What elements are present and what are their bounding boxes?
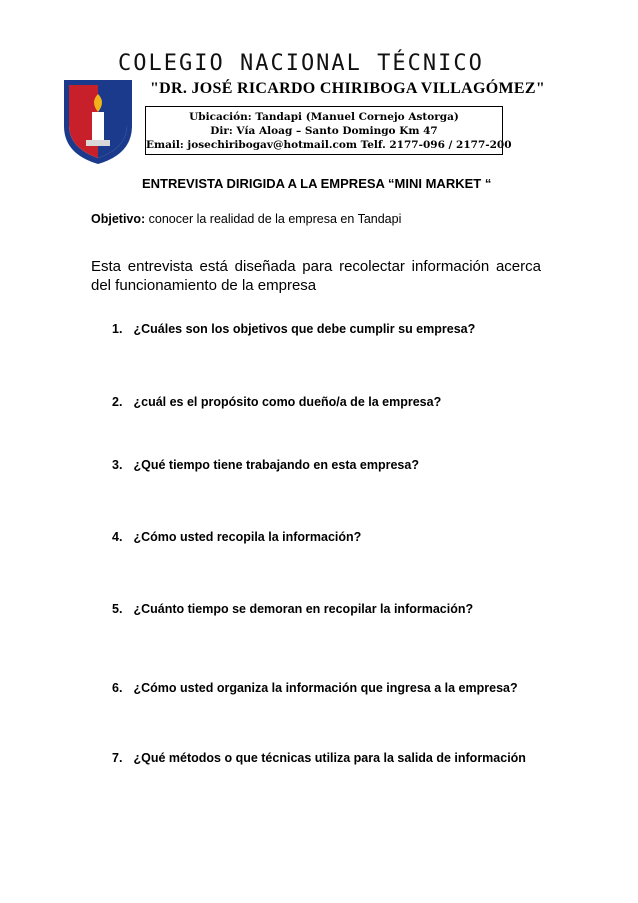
question-item <box>112 751 526 765</box>
question-number: 4. <box>112 530 123 544</box>
objective-text: conocer la realidad de la empresa en Tandapi <box>145 212 402 226</box>
school-name: COLEGIO NACIONAL TÉCNICO <box>118 51 484 76</box>
question-number: 5. <box>112 602 123 616</box>
question-text: ¿cuál es el propósito como dueño/a de la empresa? <box>133 395 442 409</box>
question-text: ¿Qué métodos o que técnicas utiliza para la salida de información <box>133 751 526 765</box>
question-item <box>112 458 419 472</box>
question-number: 2. <box>112 395 123 409</box>
objective-label: Objetivo: <box>91 212 146 226</box>
question-number: 3. <box>112 458 123 472</box>
objective <box>91 212 401 226</box>
question-text: ¿Cuánto tiempo se demoran en recopilar la información? <box>133 602 474 616</box>
question-item <box>112 602 473 616</box>
address-line-direction: Dir: Vía Aloag – Santo Domingo Km 47 <box>210 125 438 137</box>
question-item <box>112 530 361 544</box>
question-item <box>112 395 441 409</box>
question-text: ¿Cómo usted recopila la información? <box>133 530 362 544</box>
question-text: ¿Cuáles son los objetivos que debe cumplir su empresa? <box>133 322 476 336</box>
question-number: 6. <box>112 681 123 695</box>
school-crest-logo <box>60 76 136 166</box>
address-line-contact: Email: josechiribogav@hotmail.com Telf. 2177-096 / 2177-200 <box>146 139 512 151</box>
document-heading: ENTREVISTA DIRIGIDA A LA EMPRESA “MINI MARKET “ <box>142 176 492 191</box>
question-item <box>112 322 475 336</box>
intro-paragraph: Esta entrevista está diseñada para recolectar información acerca del funcionamiento de la empresa <box>91 258 541 294</box>
address-line-location: Ubicación: Tandapi (Manuel Cornejo Astorga) <box>189 111 459 123</box>
address-box <box>145 106 512 155</box>
school-title: "DR. JOSÉ RICARDO CHIRIBOGA VILLAGÓMEZ" <box>150 80 546 97</box>
question-text: ¿Qué tiempo tiene trabajando en esta empresa? <box>133 458 419 472</box>
question-number: 1. <box>112 322 123 336</box>
question-text: ¿Cómo usted organiza la información que ingresa a la empresa? <box>133 681 518 695</box>
question-item <box>112 681 518 695</box>
question-number: 7. <box>112 751 123 765</box>
